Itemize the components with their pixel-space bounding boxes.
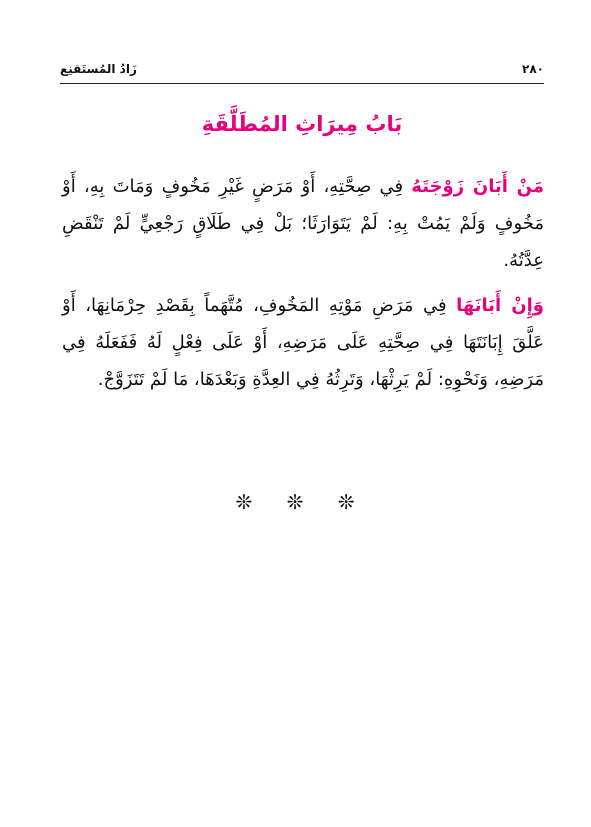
page-number: ٢٨٠ (522, 62, 544, 76)
paragraph-1 (62, 168, 544, 279)
paragraph-1-text: فِي صِحَّتِهِ، أَوْ مَرَضٍ غَيْرِ مَخُوفٍ وَمَاتَ بِهِ، أَوْ مَخُوفٍ وَلَمْ يَمُتْ بِهِ: لَمْ يَتَوَارَثَا؛ بَلْ فِي طَلَاقٍ رَجْعِيٍّ لَمْ تَنْقَضِ عِدَّتُهُ. (62, 176, 544, 271)
book-title: زَادُ المُستَقنِع (60, 62, 137, 76)
paragraph-2-text: فِي مَرَضِ مَوْتِهِ المَخُوفِ، مُتَّهَماً بِقَصْدِ حِرْمَانِهَا، أَوْ عَلَّقَ إِبَانَتَهَا فِي صِحَّتِهِ عَلَى مَرَضِهِ، أَوْ عَلَى فِعْلٍ لَهُ فَفَعَلَهُ فِي مَرَضِهِ، وَنَحْوِهِ: لَمْ يَرِثْهَا، وَتَرِثُهُ فِي العِدَّةِ وَبَعْدَهَا، مَا لَمْ تَتَزَوَّجْ. (62, 295, 544, 390)
section-separator: ❊ ❊ ❊ (235, 490, 369, 514)
running-header (60, 58, 544, 82)
paragraph-1-lead: مَنْ أَبَانَ زَوْجَتَهُ (411, 176, 544, 197)
paragraph-2 (62, 287, 544, 398)
chapter-title: بَابُ مِيرَاثِ المُطَلَّقَةِ (201, 112, 403, 136)
body-text (62, 168, 544, 406)
paragraph-2-lead: وَإِنْ أَبَانَهَا (456, 295, 544, 316)
header-divider (60, 83, 544, 84)
